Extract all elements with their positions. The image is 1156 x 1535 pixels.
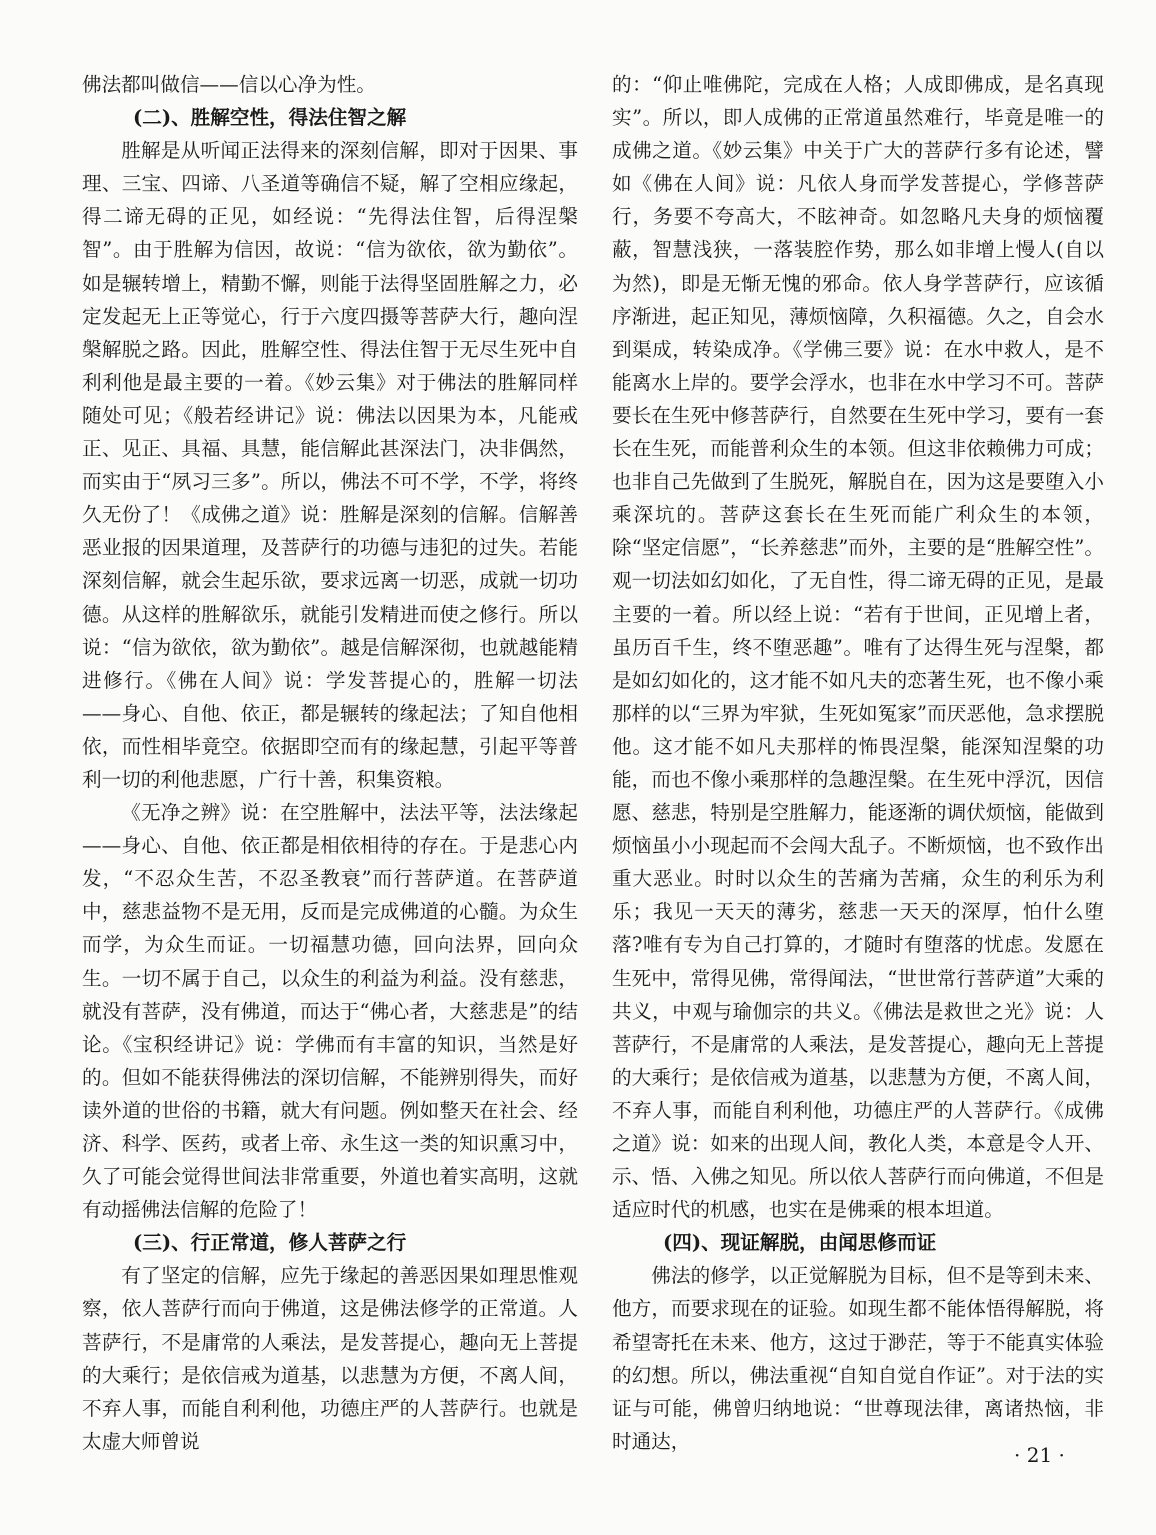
page-number: · 21 · (1014, 1443, 1065, 1467)
paragraph: 《无净之辨》说：在空胜解中，法法平等，法法缘起——身心、自他、依正都是相依相待的存在。于是悲心内发，“不忍众生苦，不忍圣教衰”而行菩萨道。在菩萨道中，慈悲益物不是无用，反而是完成佛道的心髓。为众生而学，为众生而证。一切福慧功德，回向法界，回向众生。一切不属于自己，以众生的利益为利益。没有慈悲，就没有菩萨，没有佛道，而达于“佛心者，大慈悲是”的结论。《宝积经讲记》说：学佛而有丰富的知识，当然是好的。但如不能获得佛法的深切信解，不能辨别得失，而好读外道的世俗的书籍，就大有问题。例如整天在社会、经济、科学、医药，或者上帝、永生这一类的知识熏习中，久了可能会觉得世间法非常重要，外道也着实高明，这就有动摇佛法信解的危险了！ (82, 801, 578, 1222)
paragraph: 胜解是从听闻正法得来的深刻信解，即对于因果、事理、三宝、四谛、八圣道等确信不疑，解了空相应缘起，得二谛无碍的正见，如经说：“先得法住智，后得涅槃智”。由于胜解为信因，故说：“信为欲依，欲为勤依”。如是辗转增上，精勤不懈，则能于法得坚固胜解之力，必定发起无上正等觉心，行于六度四摄等菩萨大行，趣向涅槃解脱之路。因此，胜解空性、得法住智于无尽生死中自利利他是最主要的一着。《妙云集》对于佛法的胜解同样随处可见；《般若经讲记》说：佛法以因果为本，凡能戒正、见正、具福、具慧，能信解此甚深法门，决非偶然，而实由于“夙习三多”。所以，佛法不可不学，不学，将终久无份了！《成佛之道》说：胜解是深刻的信解。信解善恶业报的因果道理，及菩萨行的功德与违犯的过失。若能深刻信解，就会生起乐欲，要求远离一切恶，成就一切功德。从这样的胜解欲乐，就能引发精进而使之修行。所以说：“信为欲依，欲为勤依”。越是信解深彻，也就越能精进修行。《佛在人间》说：学发菩提心的，胜解一切法——身心、自他、依正，都是辗转的缘起法；了知自他相依，而性相毕竟空。依据即空而有的缘起慧，引起平等普利一切的利他悲愿，广行十善，积集资粮。 (82, 139, 578, 791)
section-heading: (二)、胜解空性，得法住智之解 (132, 106, 407, 130)
section-heading: (三)、行正常道，修人菩萨之行 (132, 1231, 407, 1255)
paragraph: 的：“仰止唯佛陀，完成在人格；人成即佛成，是名真现实”。所以，即人成佛的正常道虽然难行，毕竟是唯一的成佛之道。《妙云集》中关于广大的菩萨行多有论述，譬如《佛在人间》说：凡依人身而学发菩提心，学修菩萨行，务要不夸高大，不眩神奇。如忽略凡夫身的烦恼覆蔽，智慧浅狭，一落装腔作势，那么如非增上慢人(自以为然)，即是无惭无愧的邪命。依人身学菩萨行，应该循序渐进，起正知见，薄烦恼障，久积福德。久之，自会水到渠成，转染成净。《学佛三要》说：在水中救人，是不能离水上岸的。要学会浮水，也非在水中学习不可。菩萨要长在生死中修菩萨行，自然要在生死中学习，要有一套长在生死，而能普利众生的本领。但这非依赖佛力可成；也非自己先做到了生脱死，解脱自在，因为这是要堕入小乘深坑的。菩萨这套长在生死而能广利众生的本领，除“坚定信愿”，“长养慈悲”而外，主要的是“胜解空性”。观一切法如幻如化，了无自性，得二谛无碍的正见，是最主要的一着。所以经上说：“若有于世间，正见增上者，虽历百千生，终不堕恶趣”。唯有了达得生死与涅槃，都是如幻如化的，这才能不如凡夫的恋著生死，也不像小乘那样的以“三界为牢狱，生死如冤家”而厌恶他，急求摆脱他。这才能不如凡夫那样的怖畏涅槃，能深知涅槃的功能，而也不像小乘那样的急趣涅槃。在生死中浮沉，因信愿、慈悲，特别是空胜解力，能逐渐的调伏烦恼，能做到烦恼虽小小现起而不会闯大乱子。不断烦恼，也不致作出重大恶业。时时以众生的苦痛为苦痛，众生的利乐为利乐；我见一天天的薄劣，慈悲一天天的深厚，怕什么堕落?唯有专为自己打算的，才随时有堕落的忧虑。发愿在生死中，常得见佛，常得闻法，“世世常行菩萨道”大乘的共义，中观与瑜伽宗的共义。《佛法是救世之光》说：人菩萨行，不是庸常的人乘法，是发菩提心，趣向无上菩提的大乘行；是依信戒为道基，以悲慧为方便，不离人间，不弃人事，而能自利利他，功德庄严的人菩萨行。《成佛之道》说：如来的出现人间，教化人类，本意是令人开、示、悟、入佛之知见。所以依人菩萨行而向佛道，不但是适应时代的机感，也实在是佛乘的根本坦道。 (612, 73, 1104, 1222)
paragraph: 有了坚定的信解，应先于缘起的善恶因果如理思惟观察，依人菩萨行而向于佛道，这是佛法修学的正常道。人菩萨行，不是庸常的人乘法，是发菩提心，趣向无上菩提的大乘行；是依信戒为道基，以悲慧为方便，不离人间，不弃人事，而能自利利他，功德庄严的人菩萨行。也就是太虚大师曾说 (82, 1264, 578, 1453)
paragraph: 佛法的修学，以正觉解脱为目标，但不是等到未来、他方，而要求现在的证验。如现生都不能体悟得解脱，将希望寄托在未来、他方，这过于渺茫，等于不能真实体验的幻想。所以，佛法重视“自知自觉自作证”。对于法的实证与可能，佛曾归纳地说：“世尊现法律，离诸热恼，非时通达， (612, 1264, 1104, 1453)
section-heading: (四)、现证解脱，由闻思修而证 (662, 1231, 937, 1255)
paragraph: 佛法都叫做信——信以心净为性。 (82, 73, 376, 96)
left-column (82, 68, 578, 1458)
right-column (612, 68, 1104, 1458)
